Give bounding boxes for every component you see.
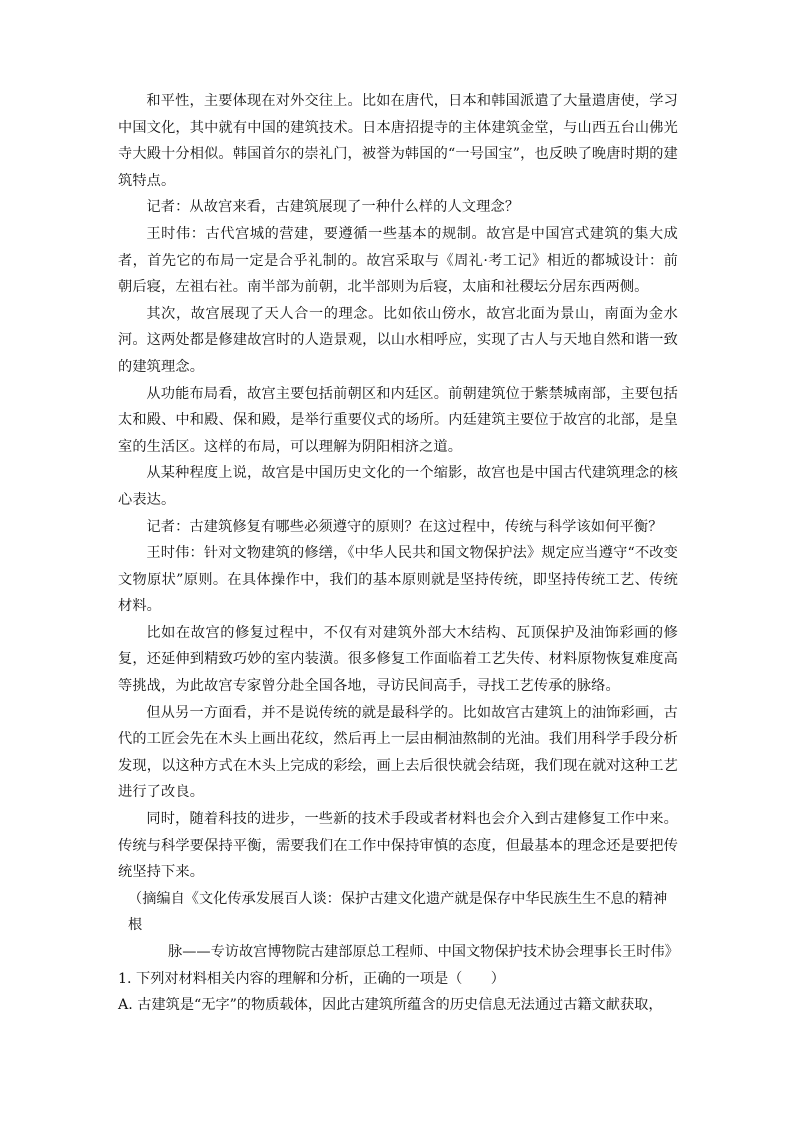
document-page (118, 88, 678, 1019)
source-line-2: 脉——专访故宫博物院古建部原总工程师、中国文物保护技术协会理事长王时伟》 (168, 944, 679, 960)
article-paragraph: 记者：古建筑修复有哪些必须遵守的原则？在这过程中，传统与科学该如何平衡？ (146, 518, 663, 535)
article-paragraph: 记者：从故宫来看，古建筑展现了一种什么样的人文理念？ (146, 199, 520, 216)
article-paragraph: 但从另一方面看，并不是说传统的就是最科学的。比如故宫古建筑上的油饰彩画，古代的工匠会先在木头上画出花纹，然后再上一层由桐油熬制的光油。我们用科学手段分析发现，以这种方式在木头上完成的彩绘，画上去后很快就会结斑，我们现在就对这种工艺进行了改良。 (118, 704, 678, 801)
article-paragraph: 王时伟：古代宫城的营建，要遵循一些基本的规制。故宫是中国宫式建筑的集大成者，首先它的布局一定是合乎礼制的。故宫采取与《周礼·考工记》相近的都城设计：前朝后寝，左祖右社。南半部为前朝，北半部则为后寝，太庙和社稷坛分居东西两侧。 (118, 225, 678, 296)
article-paragraph: 和平性，主要体现在对外交往上。比如在唐代，日本和韩国派遣了大量遣唐使，学习中国文化，其中就有中国的建筑技术。日本唐招提寺的主体建筑金堂，与山西五台山佛光寺大殿十分相似。韩国首尔的崇礼门，被誉为韩国的“一号国宝”，也反映了晚唐时期的建筑特点。 (118, 93, 678, 189)
article-paragraph: 比如在故宫的修复过程中，不仅有对建筑外部大木结构、瓦顶保护及油饰彩画的修复，还延伸到精致巧妙的室内装潢。很多修复工作面临着工艺失传、材料原物恢复难度高等挑战，为此故宫专家曾分赴全国各地，寻访民间高手，寻找工艺传承的脉络。 (118, 624, 678, 695)
article-paragraph: 从功能布局看，故宫主要包括前朝区和内廷区。前朝建筑位于紫禁城南部，主要包括太和殿、中和殿、保和殿，是举行重要仪式的场所。内廷建筑主要位于故宫的北部，是皇室的生活区。这样的布局，可以理解为阴阳相济之道。 (118, 385, 678, 455)
source-line-1: （摘编自《文化传承发展百人谈：保护古建文化遗产就是保存中华民族生生不息的精神根 (128, 890, 668, 934)
article-paragraph: 从某种程度上说，故宫是中国历史文化的一个缩影，故宫也是中国古代建筑理念的核心表达。 (118, 465, 678, 508)
article-source (118, 886, 678, 966)
article-paragraph: 同时，随着科技的进步，一些新的技术手段或者材料也会介入到古建修复工作中来。传统与科学要保持平衡，需要我们在工作中保持审慎的态度，但最基本的理念还是要把传统坚持下来。 (118, 811, 678, 881)
article-paragraph: 其次，故宫展现了天人合一的理念。比如依山傍水，故宫北面为景山，南面为金水河。这两处都是修建故宫时的人造景观，以山水相呼应，实现了古人与天地自然和谐一致的建筑理念。 (118, 305, 678, 375)
article-paragraph: 王时伟：针对文物建筑的修缮，《中华人民共和国文物保护法》规定应当遵守“不改变文物原状”原则。在具体操作中，我们的基本原则就是坚持传统，即坚持传统工艺、传统材料。 (118, 545, 678, 615)
question-stem: 1. 下列对材料相关内容的理解和分析，正确的一项是（ ） (118, 970, 505, 987)
question-option-a: A. 古建筑是“无字”的物质载体，因此古建筑所蕴含的历史信息无法通过古籍文献获取， (118, 997, 663, 1014)
